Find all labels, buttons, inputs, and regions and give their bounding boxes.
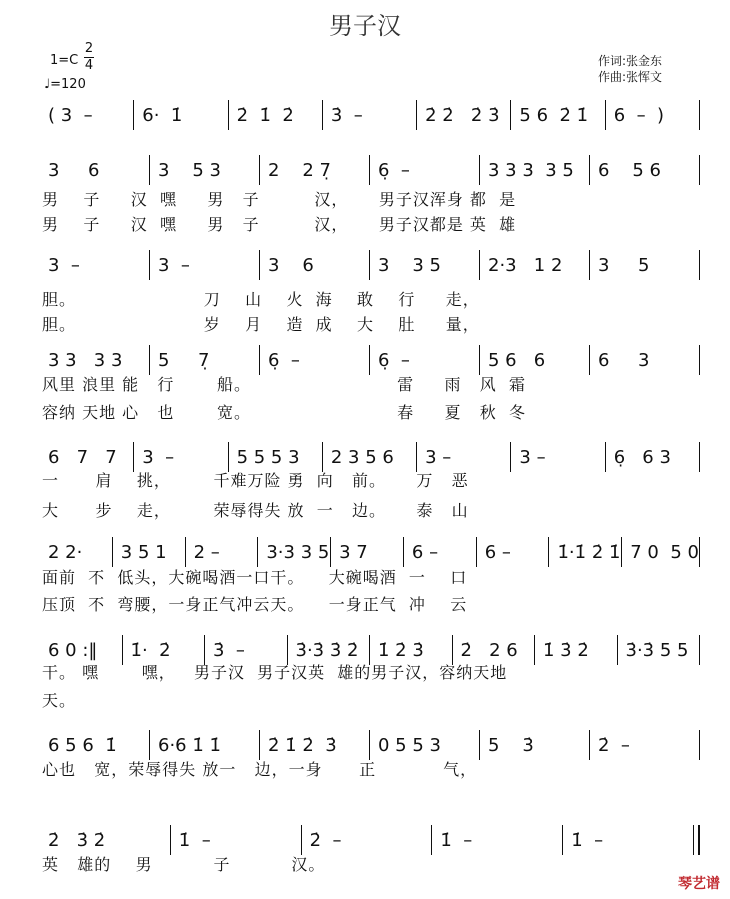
notation-row: [40, 345, 700, 375]
measure: 2 2·: [48, 541, 83, 563]
notation-row: [40, 537, 700, 567]
measure: 3̇ –: [213, 639, 245, 661]
time-signature: [84, 42, 94, 73]
measure: 2 2 7̣: [268, 159, 331, 181]
measure: 3 6: [48, 159, 100, 181]
measure: 2̇ –: [598, 734, 630, 756]
lyric-line: 男 子 汉 嘿 男 子 汉， 男子汉都是 英 雄: [42, 215, 517, 234]
measure: 2̇ 1̇ 2̇: [236, 104, 294, 126]
measure: 3̇·3̇ 5 5: [625, 639, 689, 661]
song-title: 男子汉: [329, 12, 401, 40]
measure: 3 3 5: [378, 254, 441, 276]
lyric-line: 男 子 汉 嘿 男 子 汉， 男子汉浑身 都 是: [42, 190, 517, 209]
measure: 1̇ 2̇ 3̇: [378, 639, 424, 661]
measure: 3̇·3̇ 3̇ 2̇: [295, 639, 359, 661]
measure: 1̇·1̇ 2̇ 1̇: [557, 541, 621, 563]
bar-line: [699, 730, 700, 760]
measure: 6̣ –: [378, 159, 410, 181]
measure: 1̇ –: [571, 829, 604, 851]
lyric-line: 风里 浪里 能 行 船。 雷 雨 风 霜: [42, 375, 526, 394]
measure: 3 5: [598, 254, 650, 276]
tempo-marking: ♩=120: [44, 77, 86, 92]
measure: 3 –: [48, 254, 80, 276]
measure: ( 3 –: [48, 104, 93, 126]
composer-credit: 作曲:张恽文: [598, 70, 663, 84]
lyric-line: 英 雄的 男 子 汉。: [42, 855, 326, 874]
measure: 6 5 6 1̇: [48, 734, 117, 756]
measure: 2̇ 1̇ 2̇ 3̇: [268, 734, 337, 756]
measure: 3 5 1: [120, 541, 167, 563]
lyricist-credit: 作词:张金东: [598, 54, 663, 68]
lyric-line: 容纳 天地 心 也 宽。 春 夏 秋 冬: [42, 403, 526, 422]
measure: 2̇ 2̇ 2̇ 3̇: [425, 104, 500, 126]
measure: 0 5 5 3: [378, 734, 441, 756]
measure: 5 3̇: [488, 734, 534, 756]
lyric-line: 压顶 不 弯腰，一身正气冲云天。 一身正气 冲 云: [42, 595, 468, 614]
key-signature: 1=C: [50, 53, 79, 68]
notation-row: [40, 100, 700, 130]
bar-line: [699, 250, 700, 280]
measure: 6 –: [411, 541, 439, 563]
bar-line: [699, 155, 700, 185]
measure: 2 –: [193, 541, 220, 563]
lyric-line: 干。 嘿 嘿， 男子汉 男子汉英 雄的男子汉，容纳天地: [42, 663, 508, 682]
watermark-logo: 琴艺谱: [678, 876, 720, 892]
lyric-line: 天。: [42, 691, 77, 710]
bar-line: [699, 100, 700, 130]
measure: 3 –: [519, 446, 546, 468]
measure: 6̣ 6 3: [613, 446, 671, 468]
measure: 1̇ –: [440, 829, 473, 851]
lyric-line: 一 肩 挑， 千难万险 勇 向 前。 万 恶: [42, 471, 469, 490]
measure: 3 5 3: [158, 159, 221, 181]
measure: 3 3 3 3: [48, 349, 123, 371]
lyric-line: 胆。 岁 月 造 成 大 肚 量，: [42, 315, 480, 334]
measure: 1̇· 2̇: [130, 639, 171, 661]
measure: 5 5 5 3: [236, 446, 300, 468]
measure: 3 –: [142, 446, 175, 468]
bar-line: [699, 442, 700, 472]
measure: 2 3 5 6: [330, 446, 394, 468]
measure: 2̇ –: [309, 829, 342, 851]
time-signature-top: 2: [84, 41, 94, 56]
measure: 1̇ 3̇ 2̇: [543, 639, 589, 661]
measure: 2·3 1 2: [488, 254, 563, 276]
measure: 6 3: [598, 349, 650, 371]
measure: 3 3 3 3 5: [488, 159, 574, 181]
measure: 2̇ 2 6: [460, 639, 518, 661]
time-signature-bottom: 4: [84, 58, 94, 73]
measure: 6 5 6: [598, 159, 661, 181]
notation-row: [40, 155, 700, 185]
lyric-line: 面前 不 低头，大碗喝酒一口干。 大碗喝酒 一 口: [42, 568, 468, 587]
measure: 3 –: [425, 446, 452, 468]
notation-row: [40, 730, 700, 760]
measure: 6·6 1̇ 1̇: [158, 734, 221, 756]
measure: 6̣ –: [268, 349, 300, 371]
lyric-line: 胆。 刀 山 火 海 敢 行 走，: [42, 290, 480, 309]
measure: 6 7 7: [48, 446, 117, 468]
measure: 6· 1̇: [142, 104, 183, 126]
lyric-line: 心也 宽，荣辱得失 放一 边，一身 正 气，: [42, 760, 478, 779]
measure: 3 –: [158, 254, 190, 276]
notation-row: [40, 825, 700, 855]
measure: 6 – ): [613, 104, 665, 126]
measure: 2̇ 3̇ 2̇: [48, 829, 106, 851]
bar-line: [699, 635, 700, 665]
measure: 3̇ –: [330, 104, 363, 126]
bar-line: [699, 537, 700, 567]
measure: 3 7: [339, 541, 368, 563]
measure: 5 6 2̇ 1̇: [519, 104, 589, 126]
measure: 5 7̣: [158, 349, 210, 371]
measure: 6 0 :‖: [48, 639, 98, 661]
notation-row: [40, 250, 700, 280]
bar-line: [693, 825, 700, 855]
measure: 5 6 6: [488, 349, 546, 371]
measure: 1̇ –: [178, 829, 211, 851]
measure: 7 0 5 0: [630, 541, 699, 563]
measure: 6̣ –: [378, 349, 410, 371]
measure: 3·3 3 5: [266, 541, 330, 563]
measure: 3 6: [268, 254, 314, 276]
measure: 6 –: [484, 541, 511, 563]
bar-line: [699, 345, 700, 375]
lyric-line: 大 步 走， 荣辱得失 放 一 边。 泰 山: [42, 501, 469, 520]
